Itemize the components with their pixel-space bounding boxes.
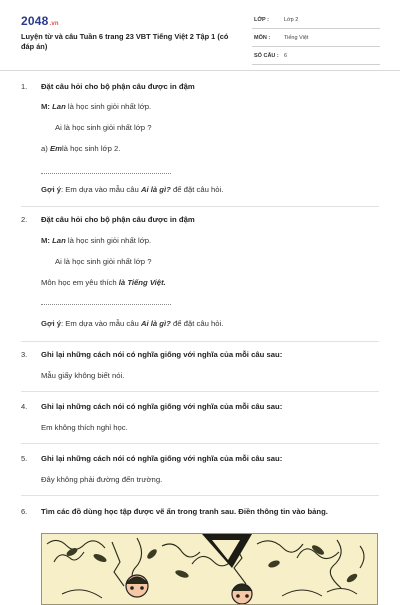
meta-value: Lớp 2 [284, 17, 299, 23]
question-number: 2. [21, 215, 28, 224]
question-prompt: Ghi lại những cách nói có nghĩa giống với nghĩa của mỗi câu sau: [41, 350, 283, 359]
hint: Gợi ý: Em dựa vào mẫu câu Ai là gì? để đặt câu hỏi. [41, 319, 224, 328]
meta-table [252, 14, 380, 68]
example-sentence: M: Lan là học sinh giỏi nhất lớp. [41, 102, 152, 111]
question-prompt: Đặt câu hỏi cho bộ phận câu được in đậm [41, 215, 195, 224]
worksheet-header [0, 0, 400, 71]
worksheet-content [0, 70, 400, 600]
question-number: 5. [21, 454, 28, 463]
meta-row-grade [252, 14, 380, 29]
example-answer: Ai là học sinh giỏi nhất lớp ? [55, 123, 152, 132]
answer-line[interactable] [41, 304, 171, 305]
question-divider [21, 443, 379, 444]
hint: Gợi ý: Em dựa vào mẫu câu Ai là gì? để đặt câu hỏi. [41, 185, 224, 194]
given-sentence: Mẫu giấy không biết nói. [41, 371, 125, 380]
document-title: Luyện từ và câu Tuần 6 trang 23 VBT Tiếng Việt 2 Tập 1 (có đáp án) [21, 32, 229, 51]
site-logo[interactable] [21, 14, 59, 28]
question-number: 4. [21, 402, 28, 411]
question-divider [21, 206, 379, 207]
meta-row-count [252, 50, 380, 65]
hidden-objects-illustration [41, 533, 378, 605]
question-number: 1. [21, 82, 28, 91]
question-prompt: Ghi lại những cách nói có nghĩa giống với nghĩa của mỗi câu sau: [41, 402, 283, 411]
question-prompt: Đặt câu hỏi cho bộ phận câu được in đậm [41, 82, 195, 91]
question-prompt: Tìm các đồ dùng học tập được vẽ ẩn trong tranh sau. Điền thông tin vào bảng. [41, 507, 328, 516]
given-sentence: Em không thích nghỉ học. [41, 423, 128, 432]
meta-key: MÔN : [254, 35, 271, 41]
answer-line[interactable] [41, 173, 171, 174]
question-number: 6. [21, 507, 28, 516]
illustration-drawing [42, 534, 377, 604]
task-sentence: Môn học em yêu thích là Tiếng Việt. [41, 278, 166, 287]
logo-tld: .vn [49, 21, 59, 27]
logo-text: 2048 [21, 14, 49, 28]
task-sentence: a) Emlà học sinh lớp 2. [41, 144, 121, 153]
example-answer: Ai là học sinh giỏi nhất lớp ? [55, 257, 152, 266]
meta-value: 6 [284, 53, 288, 59]
question-number: 3. [21, 350, 28, 359]
given-sentence: Đây không phải đường đến trường. [41, 475, 163, 484]
meta-value: Tiếng Việt [284, 35, 309, 41]
meta-key: SỐ CÂU : [254, 53, 279, 59]
example-sentence: M: Lan là học sinh giỏi nhất lớp. [41, 236, 152, 245]
question-divider [21, 341, 379, 342]
question-divider [21, 495, 379, 496]
question-prompt: Ghi lại những cách nói có nghĩa giống với nghĩa của mỗi câu sau: [41, 454, 283, 463]
question-divider [21, 391, 379, 392]
meta-row-subject [252, 32, 380, 47]
meta-key: LỚP : [254, 17, 269, 23]
